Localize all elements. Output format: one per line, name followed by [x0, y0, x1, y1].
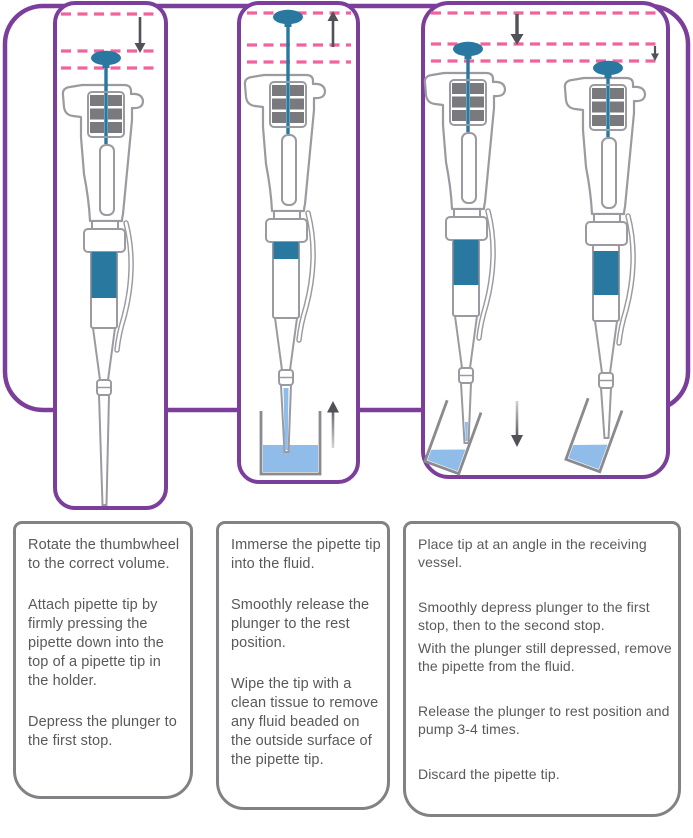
instruction-paragraph: Rotate the thumbwheel to the correct volume. — [28, 537, 180, 572]
plunger-button — [91, 51, 121, 65]
instruction-paragraph: Immerse the pipette tip into the fluid. — [231, 537, 381, 572]
plunger-stem — [104, 58, 107, 144]
piston-band — [274, 242, 299, 259]
piston-band — [594, 251, 619, 295]
plunger-stem — [606, 68, 609, 137]
instruction-paragraph: Wipe the tip with a clean tissue to remove any fluid beaded on the outside surface of the pipette tip. — [231, 676, 379, 768]
instruction-box-aspirate — [216, 521, 390, 810]
plunger-button — [453, 42, 483, 56]
plunger-stem — [286, 17, 289, 134]
plunger-button — [273, 10, 303, 24]
plunger-stem — [466, 49, 469, 132]
piston-band — [454, 240, 479, 285]
piston-band — [92, 252, 117, 298]
instruction-paragraph: Smoothly depress plunger to the first stop, then to the second stop. — [418, 599, 650, 633]
instruction-paragraph: Depress the plunger to the first stop. — [28, 714, 177, 749]
plunger-button — [593, 61, 623, 75]
instruction-box-dispense — [403, 521, 681, 817]
beaker-fluid — [263, 445, 318, 472]
instruction-paragraph: Place tip at an angle in the receiving vessel. — [418, 536, 647, 570]
instruction-paragraph: Discard the pipette tip. — [418, 766, 560, 782]
instruction-paragraph: Release the plunger to rest position and pump 3-4 times. — [418, 703, 670, 737]
instruction-paragraph: Attach pipette tip by firmly pressing the pipette down into the top of a pipette tip in the holder. — [28, 597, 164, 689]
instruction-paragraph: With the plunger still depressed, remove the pipette from the fluid. — [418, 640, 672, 674]
instruction-box-setup — [13, 521, 193, 799]
instruction-paragraph: Smoothly release the plunger to the rest position. — [231, 597, 370, 651]
